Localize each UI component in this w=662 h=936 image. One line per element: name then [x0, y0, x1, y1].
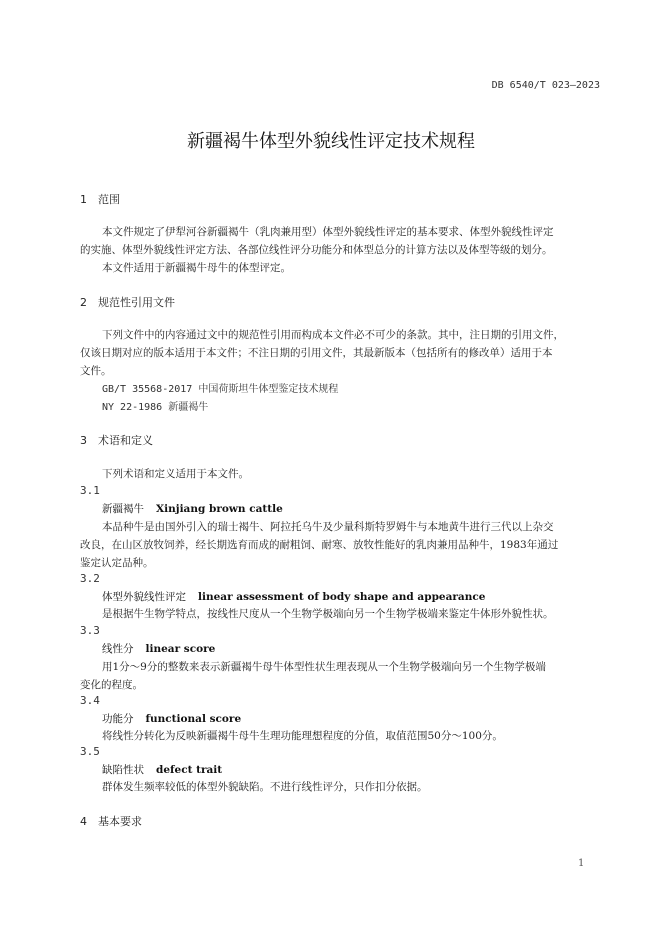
page-number: 1	[578, 858, 585, 869]
term-zh: 体型外貌线性评定	[102, 591, 186, 603]
term-heading	[102, 501, 283, 516]
section-number: 2	[80, 296, 87, 309]
reference-item: NY 22-1986 新疆褐牛	[102, 402, 209, 413]
paragraph-line: 下列术语和定义适用于本文件。	[102, 468, 249, 480]
term-en: linear assessment of body shape and appearance	[198, 591, 486, 603]
paragraph-line: 下列文件中的内容通过文中的规范性引用而构成本文件必不可少的条款。其中，注日期的引用文件，	[102, 329, 564, 341]
term-en: Xinjiang brown cattle	[156, 503, 283, 515]
term-number: 3.3	[80, 624, 100, 637]
paragraph-line: 用1分～9分的整数来表示新疆褐牛母牛体型性状生理表现从一个生物学极端向另一个生物学极端	[102, 661, 546, 673]
term-heading	[102, 589, 485, 604]
section-number: 3	[80, 434, 87, 447]
term-en: functional score	[145, 713, 242, 725]
paragraph-line: 本文件规定了伊犁河谷新疆褐牛（乳肉兼用型）体型外貌线性评定的基本要求、体型外貌线性评定	[102, 226, 554, 238]
term-zh: 线性分	[102, 643, 134, 655]
section-title: 基本要求	[98, 815, 142, 828]
section-heading-scope	[80, 191, 120, 207]
paragraph-line: 仅该日期对应的版本适用于本文件；不注日期的引用文件，其最新版本（包括所有的修改单）适用于本	[80, 347, 553, 359]
term-number: 3.5	[80, 745, 100, 758]
reference-item: GB/T 35568-2017 中国荷斯坦牛体型鉴定技术规程	[102, 384, 339, 395]
document-title: 新疆褐牛体型外貌线性评定技术规程	[187, 131, 475, 152]
term-zh: 新疆褐牛	[102, 503, 144, 515]
paragraph-line: 将线性分转化为反映新疆褐牛母牛生理功能理想程度的分值，取值范围50分～100分。	[102, 730, 503, 742]
section-number: 1	[80, 193, 87, 206]
term-heading	[102, 711, 241, 726]
term-heading	[102, 641, 215, 656]
term-number: 3.2	[80, 572, 100, 585]
term-heading	[102, 762, 222, 777]
section-title: 规范性引用文件	[98, 296, 175, 309]
term-en: defect trait	[156, 764, 223, 776]
paragraph-line: 的实施、体型外貌线性评定方法、各部位线性评分功能分和体型总分的计算方法以及体型等级的划分。	[80, 244, 553, 256]
term-number: 3.4	[80, 694, 100, 707]
section-title: 范围	[98, 193, 120, 206]
term-zh: 功能分	[102, 713, 134, 725]
paragraph-line: 变化的程度。	[80, 679, 143, 691]
paragraph-line: 改良，在山区放牧饲养，经长期选育而成的耐粗饲、耐寒、放牧性能好的乳肉兼用品种牛，1983年通过	[80, 539, 559, 551]
term-number: 3.1	[80, 484, 100, 497]
section-heading-terms	[80, 432, 153, 448]
paragraph-line: 鉴定认定品种。	[80, 557, 154, 569]
paragraph-line: 本文件适用于新疆褐牛母牛的体型评定。	[102, 262, 291, 274]
section-number: 4	[80, 815, 87, 828]
section-heading-basic-requirements	[80, 813, 142, 829]
term-en: linear score	[145, 643, 216, 655]
term-zh: 缺陷性状	[102, 764, 144, 776]
document-code: DB 6540/T 023—2023	[491, 80, 600, 91]
paragraph-line: 是根据牛生物学特点，按线性尺度从一个生物学极端向另一个生物学极端来鉴定牛体形外貌性状。	[102, 608, 554, 620]
paragraph-line: 本品种牛是由国外引入的瑞士褐牛、阿拉托乌牛及少量科斯特罗姆牛与本地黄牛进行三代以上杂交	[102, 521, 554, 533]
section-title: 术语和定义	[98, 434, 153, 447]
section-heading-normative-references	[80, 294, 175, 310]
paragraph-line: 文件。	[80, 365, 112, 377]
paragraph-line: 群体发生频率较低的体型外貌缺陷。不进行线性评分，只作扣分依据。	[102, 781, 428, 793]
